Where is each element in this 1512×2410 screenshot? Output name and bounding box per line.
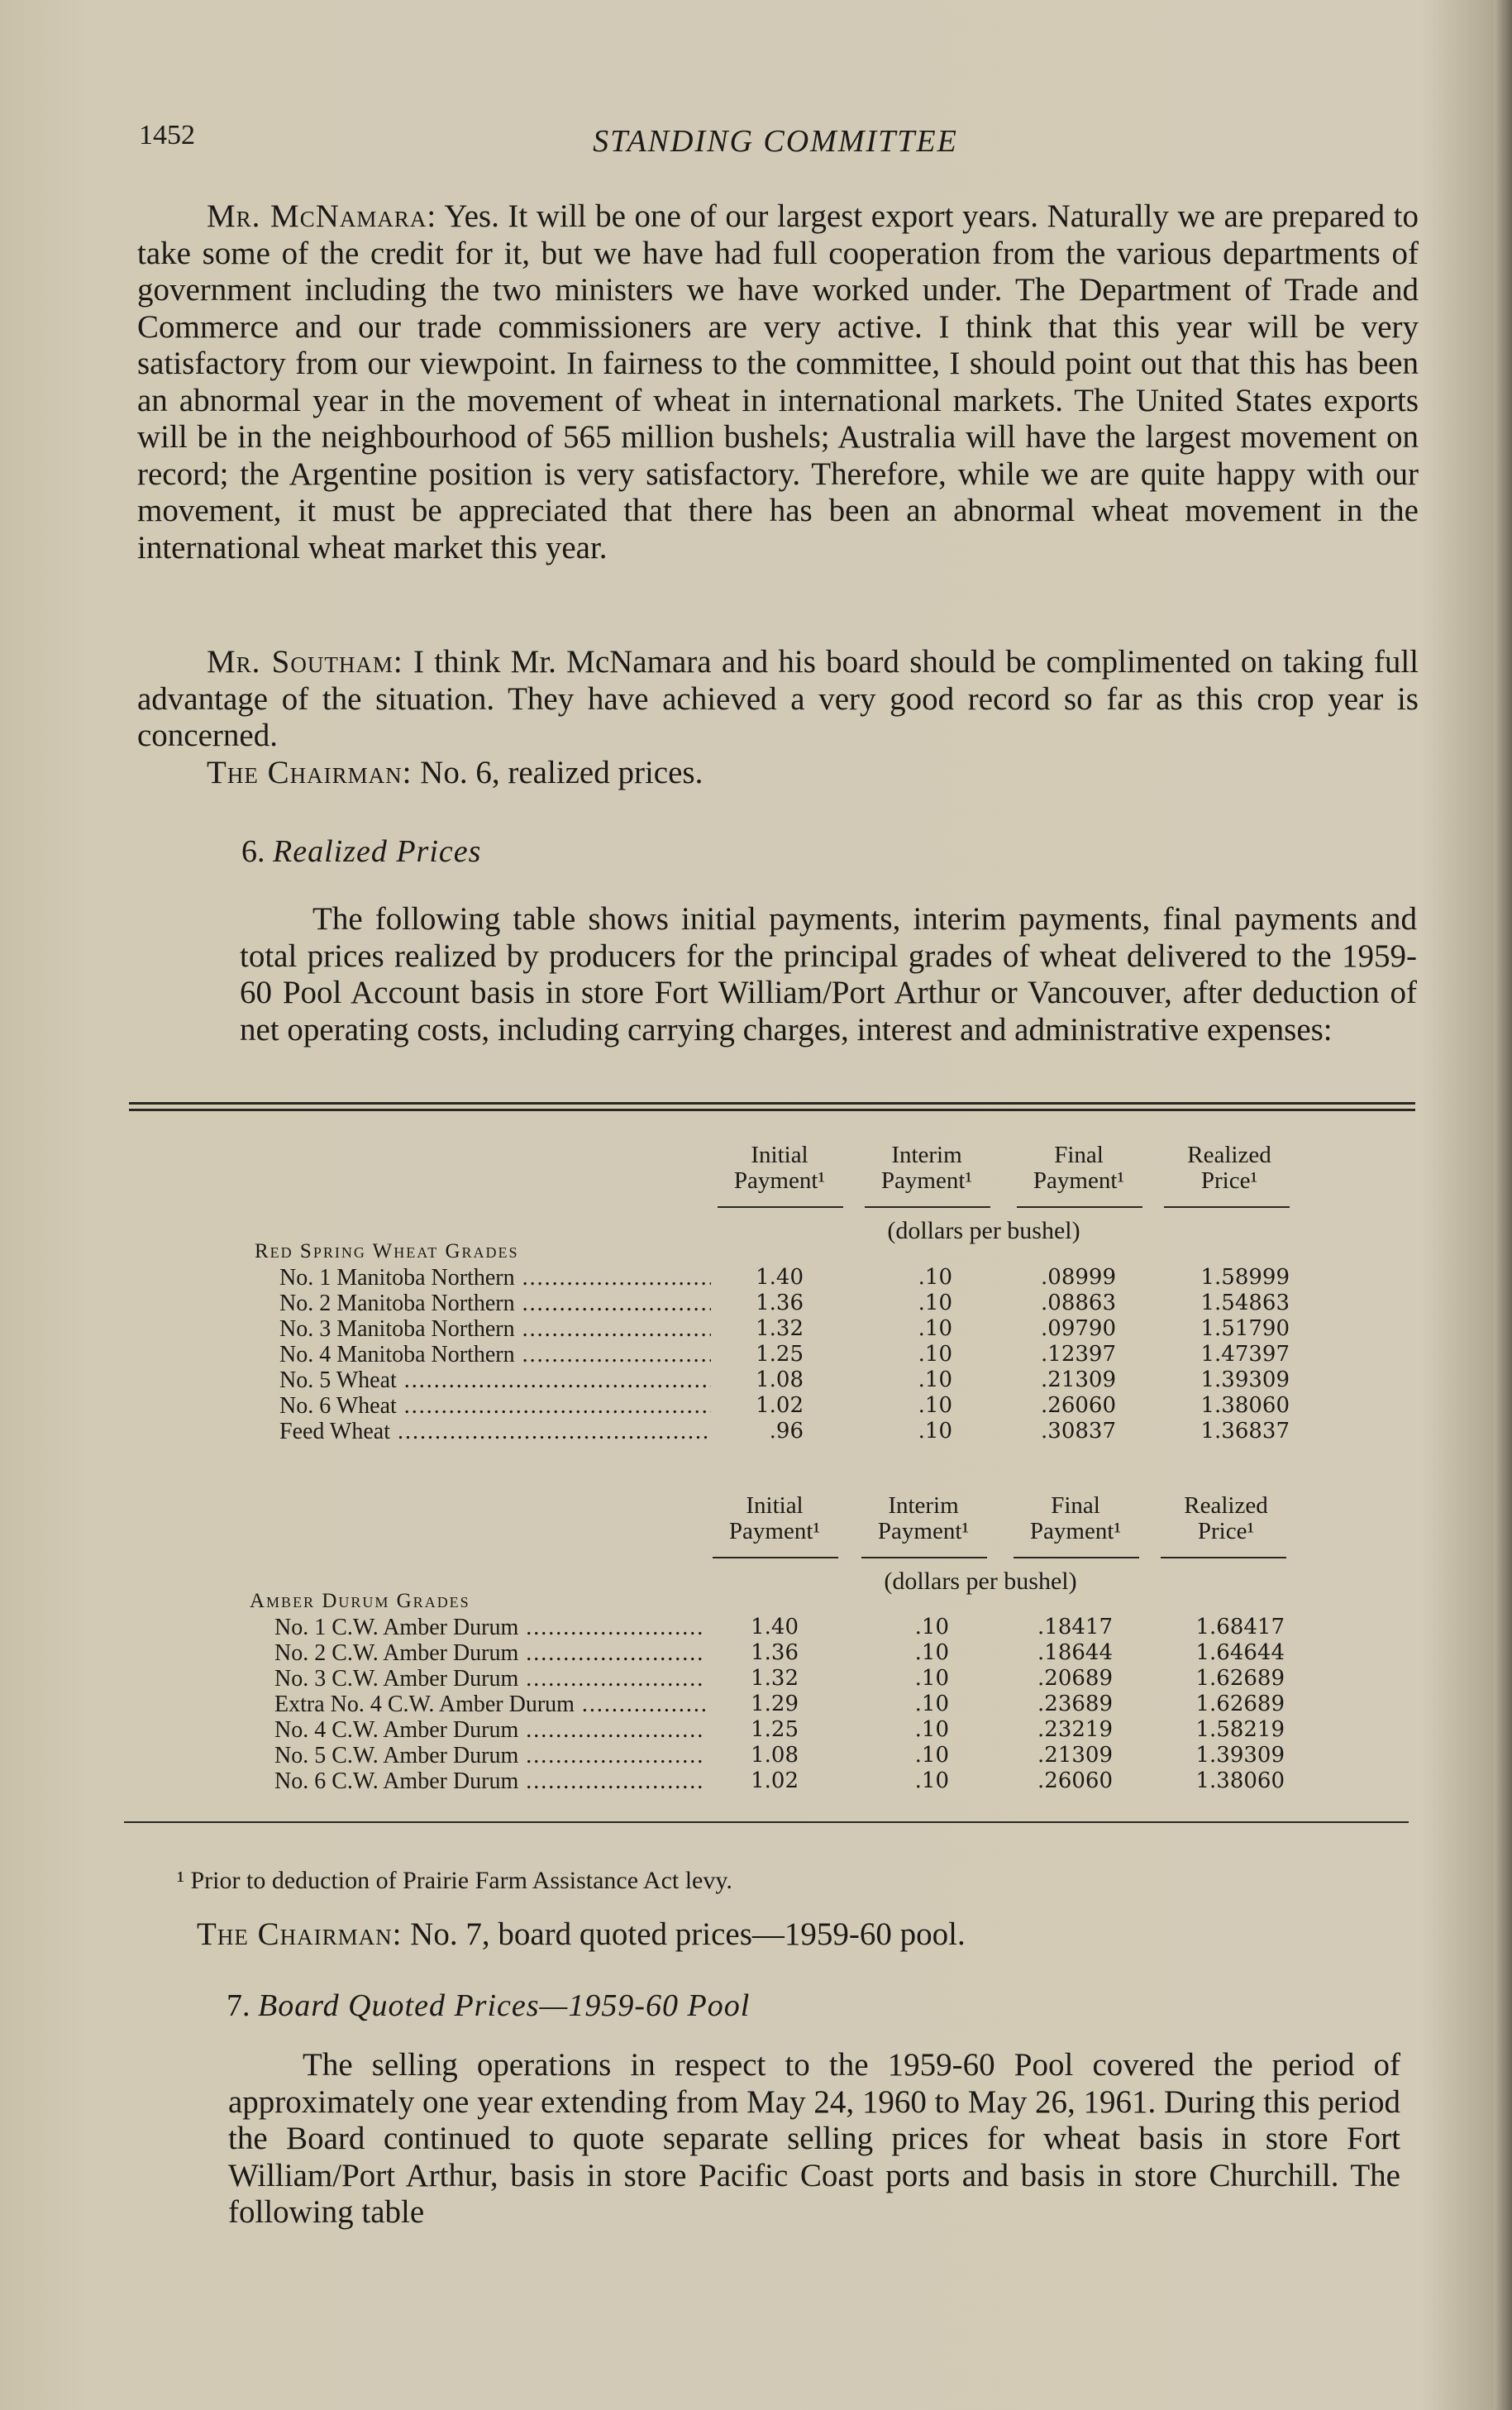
table-row bbox=[0, 1393, 1512, 1419]
paragraph-text: I think Mr. McNamara and his board should be complimented on taking full advantage of the situation. They have achieved a very good record so far as this crop year is concerned. bbox=[137, 644, 1419, 753]
paragraph-text: No. 7, board quoted prices—1959-60 pool. bbox=[410, 1916, 966, 1952]
paragraph-southam bbox=[137, 644, 1419, 755]
realized-price-cell: 1.58999 bbox=[1200, 1265, 1290, 1290]
col-head-rule bbox=[865, 1206, 990, 1208]
realized-price-cell: 1.47397 bbox=[1200, 1342, 1290, 1367]
interim-payment-cell: .10 bbox=[914, 1743, 949, 1768]
row-label: No. 2 C.W. Amber Durum ..... bbox=[274, 1640, 706, 1666]
realized-price-cell: 1.38060 bbox=[1195, 1768, 1285, 1793]
realized-price-cell: 1.64644 bbox=[1195, 1640, 1285, 1665]
speaker-chairman: The Chairman: bbox=[207, 755, 413, 790]
row-label: No. 6 C.W. Amber Durum ..... bbox=[274, 1768, 706, 1794]
interim-payment-cell: .10 bbox=[914, 1692, 949, 1716]
row-label: No. 2 Manitoba Northern ..... bbox=[279, 1291, 711, 1316]
row-label: No. 1 C.W. Amber Durum ..... bbox=[274, 1615, 706, 1640]
row-label: No. 5 C.W. Amber Durum ..... bbox=[274, 1743, 706, 1768]
final-payment-cell: .08863 bbox=[1041, 1291, 1116, 1315]
speaker-southam: Mr. Southam: bbox=[207, 644, 403, 680]
col-head-realized: Realized Price¹ bbox=[1187, 1142, 1271, 1194]
table-row bbox=[0, 1640, 1512, 1666]
col-head-rule bbox=[713, 1557, 838, 1558]
initial-payment-cell: 1.32 bbox=[756, 1316, 804, 1341]
interim-payment-cell: .10 bbox=[918, 1342, 952, 1367]
section-heading-6 bbox=[241, 833, 481, 870]
interim-payment-cell: .10 bbox=[914, 1768, 949, 1793]
section-title: Realized Prices bbox=[273, 834, 482, 869]
section-number: 7. bbox=[227, 1988, 250, 2023]
table-bottom-rule bbox=[124, 1821, 1409, 1823]
final-payment-cell: .21309 bbox=[1037, 1743, 1113, 1768]
row-label: No. 6 Wheat ..... bbox=[279, 1393, 711, 1419]
col-head-rule bbox=[861, 1557, 987, 1558]
col-head-interim: Interim Payment¹ bbox=[880, 1142, 973, 1194]
table-row bbox=[0, 1367, 1512, 1393]
row-label: Feed Wheat ..... bbox=[279, 1419, 711, 1444]
interim-payment-cell: .10 bbox=[918, 1393, 952, 1418]
row-label: No. 5 Wheat ..... bbox=[279, 1367, 711, 1393]
page-number: 1452 bbox=[139, 120, 195, 150]
paragraph-table-intro: The following table shows initial payments, interim payments, final payments and total prices realized by producers for the principal grades of wheat delivered to the 1959-60 Pool Account basis in store Fort William/Port Arthur or Vancouver, after deduction of net operating costs, including carrying charges, interest and administrative expenses: bbox=[240, 901, 1417, 1048]
initial-payment-cell: 1.25 bbox=[756, 1342, 804, 1367]
realized-price-cell: 1.62689 bbox=[1195, 1692, 1285, 1716]
col-head-interim: Interim Payment¹ bbox=[877, 1492, 970, 1544]
row-label: Extra No. 4 C.W. Amber Durum ..... bbox=[274, 1692, 706, 1717]
col-head-realized: Realized Price¹ bbox=[1184, 1492, 1268, 1544]
paragraph-chairman-6 bbox=[137, 755, 1419, 792]
running-title: STANDING COMMITTEE bbox=[593, 124, 958, 159]
final-payment-cell: .12397 bbox=[1041, 1342, 1116, 1367]
final-payment-cell: .26060 bbox=[1037, 1768, 1113, 1793]
interim-payment-cell: .10 bbox=[914, 1717, 949, 1742]
table-row bbox=[0, 1666, 1512, 1692]
table-row bbox=[0, 1291, 1512, 1316]
col-head-initial: Initial Payment¹ bbox=[733, 1142, 826, 1194]
section-heading-7 bbox=[227, 1988, 750, 2024]
interim-payment-cell: .10 bbox=[918, 1291, 952, 1315]
section-title: Board Quoted Prices—1959-60 Pool bbox=[258, 1988, 751, 2023]
col-head-rule bbox=[718, 1206, 843, 1208]
group-heading-red-spring: Red Spring Wheat Grades bbox=[255, 1240, 519, 1262]
initial-payment-cell: 1.36 bbox=[756, 1291, 804, 1315]
realized-price-cell: 1.51790 bbox=[1200, 1316, 1290, 1341]
paragraph-text: Yes. It will be one of our largest export years. Naturally we are prepared to take some of the credit for it, but we have had full cooperation from the various departments of government including the two ministers we have worked under. The Department of Trade and Commerce and our trade commissioners are very active. I think that this year will be very satisfactory from our viewpoint. In fairness to the committee, I should point out that this has been an abnormal year in the movement of wheat in international markets. The United States exports will be in the neighbourhood of 565 million bushels; Australia will have the largest movement on record; the Argentine position is very satisfactory. Therefore, while we are quite happy with our movement, it must be appreciated that there has been an abnormal wheat movement in the international wheat market this year. bbox=[137, 198, 1419, 566]
realized-price-cell: 1.36837 bbox=[1200, 1419, 1290, 1444]
final-payment-cell: .30837 bbox=[1041, 1419, 1116, 1444]
paragraph-text: No. 6, realized prices. bbox=[420, 755, 704, 790]
final-payment-cell: .21309 bbox=[1041, 1367, 1116, 1392]
col-head-final: Final Payment¹ bbox=[1029, 1492, 1122, 1544]
table-row bbox=[0, 1768, 1512, 1794]
row-label: No. 4 C.W. Amber Durum ..... bbox=[274, 1717, 706, 1743]
initial-payment-cell: 1.40 bbox=[756, 1265, 804, 1290]
interim-payment-cell: .10 bbox=[918, 1316, 952, 1341]
realized-price-cell: 1.38060 bbox=[1200, 1393, 1290, 1418]
initial-payment-cell: 1.08 bbox=[751, 1743, 799, 1768]
initial-payment-cell: 1.25 bbox=[751, 1717, 799, 1742]
table-row bbox=[0, 1743, 1512, 1768]
initial-payment-cell: 1.02 bbox=[751, 1768, 799, 1793]
realized-price-cell: 1.54863 bbox=[1200, 1291, 1290, 1315]
table-row bbox=[0, 1615, 1512, 1640]
row-label: No. 3 C.W. Amber Durum ..... bbox=[274, 1666, 706, 1692]
section-number: 6. bbox=[241, 834, 265, 869]
final-payment-cell: .08999 bbox=[1041, 1265, 1116, 1290]
interim-payment-cell: .10 bbox=[914, 1666, 949, 1691]
table-row bbox=[0, 1692, 1512, 1717]
paragraph-chairman-7 bbox=[137, 1916, 1419, 1954]
initial-payment-cell: 1.32 bbox=[751, 1666, 799, 1691]
table-row bbox=[0, 1342, 1512, 1367]
initial-payment-cell: .96 bbox=[769, 1419, 804, 1444]
row-label: No. 3 Manitoba Northern ..... bbox=[279, 1316, 711, 1342]
initial-payment-cell: 1.36 bbox=[751, 1640, 799, 1665]
realized-price-cell: 1.62689 bbox=[1195, 1666, 1285, 1691]
row-label: No. 1 Manitoba Northern ..... bbox=[279, 1265, 711, 1291]
final-payment-cell: .26060 bbox=[1041, 1393, 1116, 1418]
table-row bbox=[0, 1419, 1512, 1444]
interim-payment-cell: .10 bbox=[914, 1615, 949, 1639]
initial-payment-cell: 1.02 bbox=[756, 1393, 804, 1418]
paragraph-mcnamara bbox=[137, 198, 1419, 566]
page-edge-shadow bbox=[1494, 0, 1512, 2410]
initial-payment-cell: 1.40 bbox=[751, 1615, 799, 1639]
realized-price-cell: 1.39309 bbox=[1200, 1367, 1290, 1392]
initial-payment-cell: 1.08 bbox=[756, 1367, 804, 1392]
col-head-rule bbox=[1164, 1206, 1290, 1208]
speaker-mcnamara: Mr. McNamara: bbox=[207, 198, 437, 234]
page-header bbox=[139, 120, 1412, 169]
col-head-initial: Initial Payment¹ bbox=[728, 1492, 821, 1544]
table-top-rule bbox=[129, 1109, 1415, 1111]
final-payment-cell: .18644 bbox=[1037, 1640, 1113, 1665]
initial-payment-cell: 1.29 bbox=[751, 1692, 799, 1716]
row-label: No. 4 Manitoba Northern ..... bbox=[279, 1342, 711, 1367]
table-row bbox=[0, 1265, 1512, 1291]
final-payment-cell: .23219 bbox=[1037, 1717, 1113, 1742]
footnote: ¹ Prior to deduction of Prairie Farm Assistance Act levy. bbox=[177, 1867, 732, 1894]
interim-payment-cell: .10 bbox=[918, 1419, 952, 1444]
interim-payment-cell: .10 bbox=[914, 1640, 949, 1665]
final-payment-cell: .23689 bbox=[1037, 1692, 1113, 1716]
unit-label: (dollars per bushel) bbox=[884, 1568, 1077, 1595]
col-head-final: Final Payment¹ bbox=[1033, 1142, 1125, 1194]
table-row bbox=[0, 1717, 1512, 1743]
col-head-rule bbox=[1161, 1557, 1286, 1558]
table-row bbox=[0, 1316, 1512, 1342]
col-head-rule bbox=[1017, 1206, 1142, 1208]
final-payment-cell: .09790 bbox=[1041, 1316, 1116, 1341]
realized-price-cell: 1.39309 bbox=[1195, 1743, 1285, 1768]
unit-label: (dollars per bushel) bbox=[887, 1217, 1080, 1244]
final-payment-cell: .20689 bbox=[1037, 1666, 1113, 1691]
table-top-rule bbox=[129, 1102, 1415, 1105]
paragraph-selling-operations: The selling operations in respect to the 1959-60 Pool covered the period of approximately one year extending from May 24, 1960 to May 26, 1961. During this period the Board continued to quote separate selling prices for wheat basis in store Fort William/Port Arthur, basis in store Pacific Coast ports and basis in store Churchill. The following table bbox=[228, 2047, 1400, 2230]
final-payment-cell: .18417 bbox=[1037, 1615, 1113, 1639]
realized-price-cell: 1.58219 bbox=[1195, 1717, 1285, 1742]
interim-payment-cell: .10 bbox=[918, 1367, 952, 1392]
group-heading-amber-durum: Amber Durum Grades bbox=[250, 1590, 470, 1612]
col-head-rule bbox=[1014, 1557, 1139, 1558]
interim-payment-cell: .10 bbox=[918, 1265, 952, 1290]
realized-price-cell: 1.68417 bbox=[1195, 1615, 1285, 1639]
speaker-chairman: The Chairman: bbox=[197, 1916, 403, 1952]
